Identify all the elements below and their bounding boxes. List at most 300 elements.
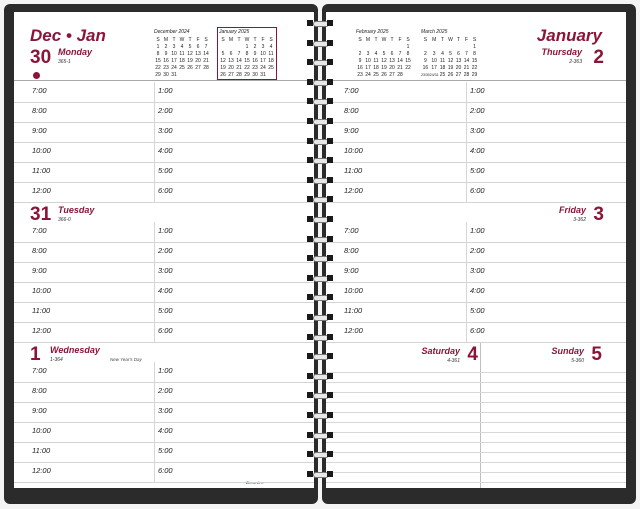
time-label: 8:00 [32,246,47,255]
day-name-tuesday: Tuesday [58,205,95,215]
calendar-date: 12 [187,50,193,57]
weekday-letter: S [204,36,208,43]
time-slot-row[interactable] [326,142,626,163]
calendar-date: 24 [260,64,266,71]
mini-calendar-title: February 2025 [356,29,389,35]
time-slot-row[interactable] [14,222,314,243]
calendar-week-row [421,50,479,57]
calendar-date: 28 [463,71,470,78]
weekday-letter: M [163,36,169,43]
weekday-letter: W [448,36,453,43]
time-label: 2:00 [158,246,173,255]
time-label: 1:00 [470,86,485,95]
calendar-week-row [219,71,275,78]
right-page [326,12,626,488]
calendar-date: 1 [245,43,249,50]
time-label: 7:00 [344,226,359,235]
calendar-date: 26 [187,64,193,71]
calendar-date: 10 [171,50,177,57]
calendar-date: 25 [179,64,185,71]
calendar-date: 17 [365,64,371,71]
calendar-date [380,43,388,50]
calendar-date: 9 [253,50,257,57]
calendar-date: 26 [447,71,454,78]
calendar-week-row [421,71,479,78]
calendar-week-row [154,57,210,64]
calendar-date [388,43,396,50]
calendar-date: 12 [447,57,454,64]
ruled-line [326,482,626,483]
time-slot-row[interactable] [326,322,626,343]
time-slot-row[interactable] [326,122,626,143]
calendar-date: 21 [463,64,470,71]
time-label: 8:00 [32,386,47,395]
time-slot-row[interactable] [326,282,626,303]
calendar-date: 1 [156,43,160,50]
time-label: 9:00 [344,126,359,135]
mini-calendar-title: March 2025 [421,29,448,35]
calendar-date: 9 [164,50,168,57]
calendar-date: 20 [455,64,462,71]
time-label: 10:00 [344,286,363,295]
calendar-date: 10 [431,57,437,64]
punch-hole [327,157,333,163]
spiral-ring [307,392,333,399]
time-label: 1:00 [158,226,173,235]
time-label: 7:00 [32,226,47,235]
spiral-ring [307,59,333,66]
calendar-date: 18 [373,64,379,71]
time-slot-row[interactable] [14,162,314,183]
time-slot-row[interactable] [326,162,626,183]
calendar-date: 21 [236,64,242,71]
calendar-date: 8 [406,50,410,57]
calendar-date: 23 [163,64,169,71]
calendar-date: 14 [203,50,209,57]
punch-hole [327,451,333,457]
day-number-thursday: 2 [593,47,604,68]
calendar-date [396,43,404,50]
time-label: 11:00 [32,306,51,315]
time-slot-row[interactable] [14,442,314,463]
time-slot-row[interactable] [326,182,626,203]
time-label: 8:00 [344,246,359,255]
weekday-header-row [219,36,275,43]
calendar-date: 3 [172,43,176,50]
calendar-week-row [154,71,210,78]
calendar-date [202,71,210,78]
spiral-ring [307,196,333,203]
time-label: 12:00 [344,326,363,335]
time-slot-row[interactable] [14,262,314,283]
calendar-date: 11 [268,50,274,57]
time-label: 9:00 [32,406,47,415]
calendar-date: 19 [220,64,226,71]
day-divider [326,80,626,81]
calendar-date: 2 [253,43,257,50]
spiral-ring [307,216,333,223]
weekday-letter: T [253,36,257,43]
calendar-date: 8 [245,50,249,57]
punch-hole [327,255,333,261]
spiral-ring [307,20,333,27]
calendar-date: 12 [381,57,387,64]
calendar-date: 16 [357,64,363,71]
time-label: 11:00 [344,306,363,315]
calendar-date: 16 [163,57,169,64]
time-slot-row[interactable] [14,182,314,203]
calendar-date: 2 [164,43,168,50]
day-name-wednesday: Wednesday [50,345,100,355]
day-of-year-friday: 3-362 [573,217,586,223]
calendar-date: 27 [195,64,201,71]
calendar-date [439,43,447,50]
day-name-friday: Friday [558,205,586,215]
calendar-date: 11 [373,57,379,64]
weekday-letter: F [196,36,200,43]
time-label: 9:00 [32,266,47,275]
calendar-week-row [421,43,479,50]
calendar-date [463,43,471,50]
time-label: 2:00 [470,246,485,255]
weekday-letter: S [423,36,428,43]
time-label: 5:00 [158,446,173,455]
weekday-letter: T [188,36,192,43]
day-number-tuesday: 31 [30,204,52,225]
day-of-year-sunday: 5-360 [571,358,584,364]
time-slot-row[interactable] [14,102,314,123]
brand-logo: Brownline [246,480,264,485]
punch-hole [327,98,333,104]
time-label: 5:00 [470,166,485,175]
calendar-date: 25 [439,71,446,78]
calendar-date: 24/31 [429,72,439,77]
time-label: 3:00 [158,126,173,135]
calendar-date: 27 [389,71,395,78]
time-slot-row[interactable] [326,262,626,283]
punch-hole [327,353,333,359]
time-label: 4:00 [158,146,173,155]
time-label: 11:00 [344,166,363,175]
time-label: 5:00 [158,306,173,315]
calendar-date: 4 [374,50,378,57]
calendar-date: 10 [260,50,266,57]
spiral-ring [307,255,333,262]
day-of-year-wednesday: 1-364 [50,357,63,363]
calendar-date [430,43,439,50]
time-slot-row[interactable] [14,382,314,403]
time-slot-row[interactable] [14,82,314,103]
spiral-ring [307,138,333,145]
ruled-line [326,392,626,393]
punch-hole [327,334,333,340]
calendar-date: 20 [389,64,395,71]
weekday-letter: W [244,36,250,43]
calendar-date: 11 [439,57,446,64]
calendar-date: 16 [252,57,258,64]
ruled-line [326,372,626,373]
mini-calendar-december-2024 [154,29,210,78]
calendar-week-row [219,57,275,64]
weekday-letter: S [406,36,410,43]
calendar-date: 14 [236,57,242,64]
calendar-date: 24 [171,64,177,71]
calendar-date: 28 [203,64,209,71]
calendar-date: 7 [398,50,402,57]
calendar-date: 19 [187,57,193,64]
ruled-line [326,382,626,383]
left-page [14,12,314,488]
calendar-date: 17 [260,57,266,64]
calendar-date [404,71,412,78]
calendar-date: 4 [269,43,273,50]
spiral-ring [307,275,333,282]
calendar-date: 17 [431,64,437,71]
time-label: 10:00 [32,286,51,295]
time-label: 7:00 [344,86,359,95]
calendar-week-row [421,64,479,71]
punch-hole [327,138,333,144]
calendar-date [447,43,455,50]
day-number-saturday: 4 [467,344,478,365]
punch-hole [327,275,333,281]
time-slot-row[interactable] [14,422,314,443]
mini-calendar-january-2025 [217,27,277,80]
time-label: 2:00 [470,106,485,115]
weekday-letter: T [390,36,394,43]
column-divider [466,82,467,202]
calendar-date: 29 [155,71,161,78]
spiral-ring [307,294,333,301]
time-slot-row[interactable] [14,302,314,323]
time-slot-row[interactable] [326,102,626,123]
punch-hole [327,236,333,242]
calendar-week-row [356,43,412,50]
calendar-date: 23 [252,64,258,71]
weekday-letter: S [156,36,160,43]
today-dot [33,72,40,79]
calendar-date: 2 [423,50,427,57]
time-label: 4:00 [158,286,173,295]
calendar-date: 15 [405,57,411,64]
time-label: 6:00 [470,326,485,335]
time-label: 10:00 [32,426,51,435]
weekday-letter: T [237,36,241,43]
punch-hole [327,294,333,300]
day-divider [14,80,314,81]
calendar-date: 5 [221,50,225,57]
weekday-header-row [154,36,210,43]
weekday-letter: T [374,36,378,43]
day-name-saturday: Saturday [421,346,460,356]
time-label: 5:00 [158,166,173,175]
punch-hole [327,392,333,398]
time-label: 1:00 [158,86,173,95]
day-number-sunday: 5 [591,344,602,365]
weekday-letter: S [472,36,477,43]
calendar-date: 22 [244,64,250,71]
calendar-date: 6 [196,43,200,50]
ruled-line [326,452,626,453]
time-label: 1:00 [470,226,485,235]
calendar-date: 28 [397,71,403,78]
day-of-year-thursday: 2-363 [569,59,582,65]
weekday-letter: F [398,36,402,43]
time-label: 2:00 [158,386,173,395]
calendar-week-row [154,50,210,57]
day-of-year-tuesday: 366-0 [58,217,71,223]
calendar-date: 1 [406,43,410,50]
left-page-title: Dec • Jan [30,26,106,45]
time-label: 4:00 [470,146,485,155]
calendar-date: 27 [228,71,234,78]
calendar-date: 8 [473,50,476,57]
column-divider [154,222,155,342]
spiral-ring [307,412,333,419]
calendar-date: 1 [473,43,476,50]
calendar-date [421,43,430,50]
calendar-date: 14 [397,57,403,64]
time-label: 6:00 [470,186,485,195]
time-label: 10:00 [344,146,363,155]
calendar-date: 17 [171,57,177,64]
calendar-date: 30 [163,71,169,78]
time-slot-row[interactable] [326,302,626,323]
day-number-friday: 3 [593,204,604,225]
calendar-date [219,43,227,50]
time-slot-row[interactable] [14,402,314,423]
calendar-date: 13 [228,57,234,64]
day-number-wednesday: 1 [30,344,41,365]
weekday-letter: T [457,36,461,43]
day-name-thursday: Thursday [541,47,582,57]
weekday-letter: W [381,36,387,43]
ruled-line [326,422,626,423]
time-label: 8:00 [32,106,47,115]
calendar-date: 25 [373,71,379,78]
calendar-date: 7 [465,50,468,57]
time-label: 3:00 [470,126,485,135]
spiral-ring [307,177,333,184]
holiday-label: New Year's Day [110,357,142,362]
time-slot-row[interactable] [14,282,314,303]
calendar-date: 21 [203,57,209,64]
time-slot-row[interactable] [14,122,314,143]
calendar-date: 13 [195,50,201,57]
calendar-date: 28 [236,71,242,78]
time-label: 12:00 [344,186,363,195]
calendar-date: 4 [180,43,184,50]
mini-calendar-title: December 2024 [154,29,190,35]
weekday-letter: F [261,36,265,43]
weekday-letter: M [228,36,234,43]
time-label: 11:00 [32,166,51,175]
calendar-date: 18 [179,57,185,64]
spiral-ring [307,40,333,47]
right-page-title: January [536,26,602,45]
weekend-divider [480,343,481,488]
ruled-line [326,462,626,463]
calendar-date: 31 [260,71,266,78]
calendar-date: 29 [244,71,250,78]
time-label: 7:00 [32,366,47,375]
ruled-line [326,402,626,403]
spiral-ring [307,373,333,380]
weekday-header-row [356,36,412,43]
calendar-week-row [421,57,479,64]
calendar-date: 5 [382,50,386,57]
calendar-date: 15 [155,57,161,64]
calendar-week-row [154,64,210,71]
calendar-date [194,71,202,78]
calendar-date: 3 [261,43,265,50]
time-slot-row[interactable] [14,142,314,163]
time-label: 10:00 [32,146,51,155]
calendar-date [356,43,364,50]
mini-calendar-march-2025 [421,29,479,78]
calendar-date: 15 [244,57,250,64]
day-number-monday: 30 [30,47,52,68]
time-label: 3:00 [158,266,173,275]
spiral-binding [303,20,337,490]
punch-hole [327,196,333,202]
calendar-date [178,71,186,78]
mini-calendar-title: January 2025 [219,29,250,35]
punch-hole [327,432,333,438]
time-slot-row[interactable] [14,362,314,383]
calendar-week-row [219,50,275,57]
weekday-letter: S [358,36,362,43]
spiral-ring [307,471,333,478]
ruled-line [326,442,626,443]
weekday-letter: S [221,36,225,43]
weekday-letter: M [365,36,371,43]
weekday-letter: T [441,36,445,43]
day-of-year-saturday: 4-361 [447,358,460,364]
calendar-date: 8 [156,50,160,57]
time-label: 4:00 [470,286,485,295]
time-slot-row[interactable] [14,242,314,263]
time-label: 6:00 [158,186,173,195]
time-slot-row[interactable] [14,462,314,483]
spiral-ring [307,451,333,458]
calendar-date: 31 [171,71,177,78]
ruled-line [326,472,626,473]
column-divider [154,82,155,202]
calendar-week-row [154,43,210,50]
time-slot-row[interactable] [326,242,626,263]
calendar-date: 18 [439,64,446,71]
time-label: 5:00 [470,306,485,315]
calendar-date: 2 [358,50,362,57]
calendar-date: 5 [449,50,452,57]
punch-hole [327,118,333,124]
time-slot-row[interactable] [326,82,626,103]
time-slot-row[interactable] [326,222,626,243]
time-slot-row[interactable] [14,322,314,343]
spiral-ring [307,118,333,125]
calendar-date: 11 [179,50,185,57]
calendar-date: 15 [471,57,478,64]
calendar-date: 19 [381,64,387,71]
time-label: 3:00 [470,266,485,275]
punch-hole [327,177,333,183]
calendar-date: 24 [365,71,371,78]
calendar-date: 4 [441,50,444,57]
punch-hole [327,412,333,418]
calendar-date: 9 [358,57,362,64]
calendar-date: 26 [220,71,226,78]
